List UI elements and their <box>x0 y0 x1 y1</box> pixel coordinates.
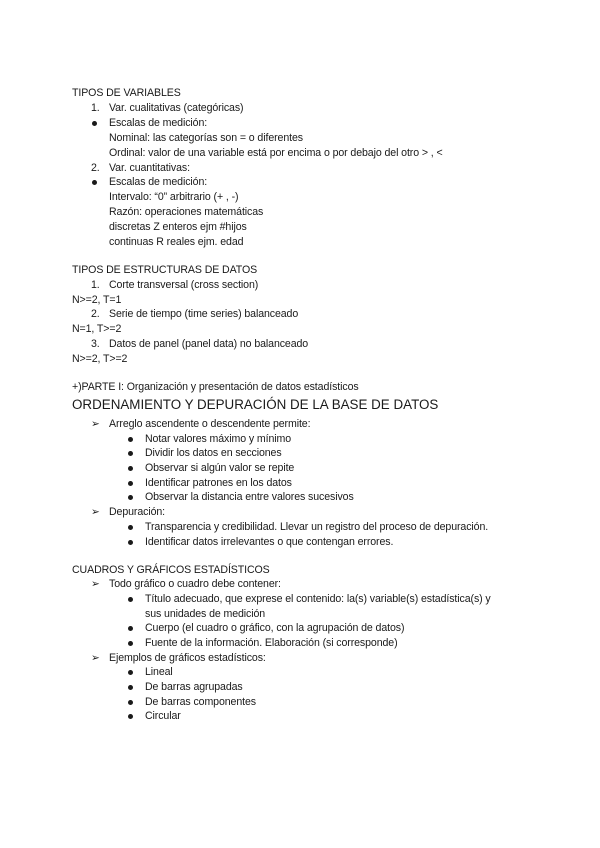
list-item-text: Serie de tiempo (time series) balanceado <box>109 308 299 320</box>
list-item-text: Corte transversal (cross section) <box>109 279 259 291</box>
list-item-text: Cuerpo (el cuadro o gráfico, con la agrupación de datos) <box>145 622 405 634</box>
list-item-text: Ejemplos de gráficos estadísticos: <box>109 652 266 664</box>
bullet-icon <box>128 641 133 646</box>
bullet-icon <box>92 180 97 185</box>
text-line: discretas Z enteros ejm #hijos <box>109 221 247 233</box>
list-item-text: Observar si algún valor se repite <box>145 462 295 474</box>
list-number: 1. <box>91 102 100 114</box>
bullet-icon <box>128 540 133 545</box>
section-heading-cuadros: CUADROS Y GRÁFICOS ESTADÍSTICOS <box>72 564 270 576</box>
arrow-bullet-icon: ➢ <box>91 578 100 590</box>
bullet-icon <box>128 525 133 530</box>
list-item-text: Identificar patrones en los datos <box>145 477 292 489</box>
bullet-icon <box>92 121 97 126</box>
text-line: N=1, T>=2 <box>72 323 122 335</box>
section-heading-estructuras: TIPOS DE ESTRUCTURAS DE DATOS <box>72 264 258 276</box>
list-item-text: Var. cuantitativas: <box>109 162 190 174</box>
list-item-text: Escalas de medición: <box>109 176 208 188</box>
list-item-text: Datos de panel (panel data) no balanceado <box>109 338 309 350</box>
text-line: Intervalo: “0” arbitrario (+ , -) <box>109 191 239 203</box>
list-number: 2. <box>91 308 100 320</box>
list-number: 1. <box>91 279 100 291</box>
arrow-bullet-icon: ➢ <box>91 506 100 518</box>
list-item-text: De barras agrupadas <box>145 681 243 693</box>
list-item-text: Dividir los datos en secciones <box>145 447 282 459</box>
list-item-text: Todo gráfico o cuadro debe contener: <box>109 578 281 590</box>
list-number: 2. <box>91 162 100 174</box>
list-item-text: Arreglo ascendente o descendente permite: <box>109 418 311 430</box>
part-title: +)PARTE I: Organización y presentación de datos estadísticos <box>72 381 359 393</box>
bullet-icon <box>128 481 133 486</box>
list-item-text: Observar la distancia entre valores sucesivos <box>145 491 354 503</box>
bullet-icon <box>128 466 133 471</box>
list-item-text: Circular <box>145 710 181 722</box>
bullet-icon <box>128 597 133 602</box>
section-heading-tipos-variables: TIPOS DE VARIABLES <box>72 87 181 99</box>
list-item-text: Lineal <box>145 666 173 678</box>
list-number: 3. <box>91 338 100 350</box>
text-line: Razón: operaciones matemáticas <box>109 206 264 218</box>
list-item-text: Escalas de medición: <box>109 117 208 129</box>
list-item-text: Transparencia y credibilidad. Llevar un registro del proceso de depuración. <box>145 521 489 533</box>
bullet-icon <box>128 670 133 675</box>
list-item-text-continued: sus unidades de medición <box>145 608 266 620</box>
bullet-icon <box>128 451 133 456</box>
text-line: Nominal: las categorías son = o diferentes <box>109 132 303 144</box>
list-item-text: Var. cualitativas (categóricas) <box>109 102 244 114</box>
list-item-text: Fuente de la información. Elaboración (si corresponde) <box>145 637 398 649</box>
list-item-text: Identificar datos irrelevantes o que contengan errores. <box>145 536 394 548</box>
arrow-bullet-icon: ➢ <box>91 418 100 430</box>
list-item-text: Título adecuado, que exprese el contenido: la(s) variable(s) estadística(s) y <box>145 593 491 605</box>
list-item-text: Notar valores máximo y mínimo <box>145 433 292 445</box>
bullet-icon <box>128 437 133 442</box>
bullet-icon <box>128 626 133 631</box>
arrow-bullet-icon: ➢ <box>91 652 100 664</box>
section-heading-ordenamiento: ORDENAMIENTO Y DEPURACIÓN DE LA BASE DE DATOS <box>72 397 439 412</box>
bullet-icon <box>128 714 133 719</box>
bullet-icon <box>128 685 133 690</box>
text-line: Ordinal: valor de una variable está por encima o por debajo del otro > , < <box>109 147 443 159</box>
list-item-text: De barras componentes <box>145 696 256 708</box>
bullet-icon <box>128 495 133 500</box>
text-line: N>=2, T=1 <box>72 294 122 306</box>
list-item-text: Depuración: <box>109 506 166 518</box>
text-line: continuas R reales ejm. edad <box>109 236 244 248</box>
text-line: N>=2, T>=2 <box>72 353 128 365</box>
bullet-icon <box>128 700 133 705</box>
